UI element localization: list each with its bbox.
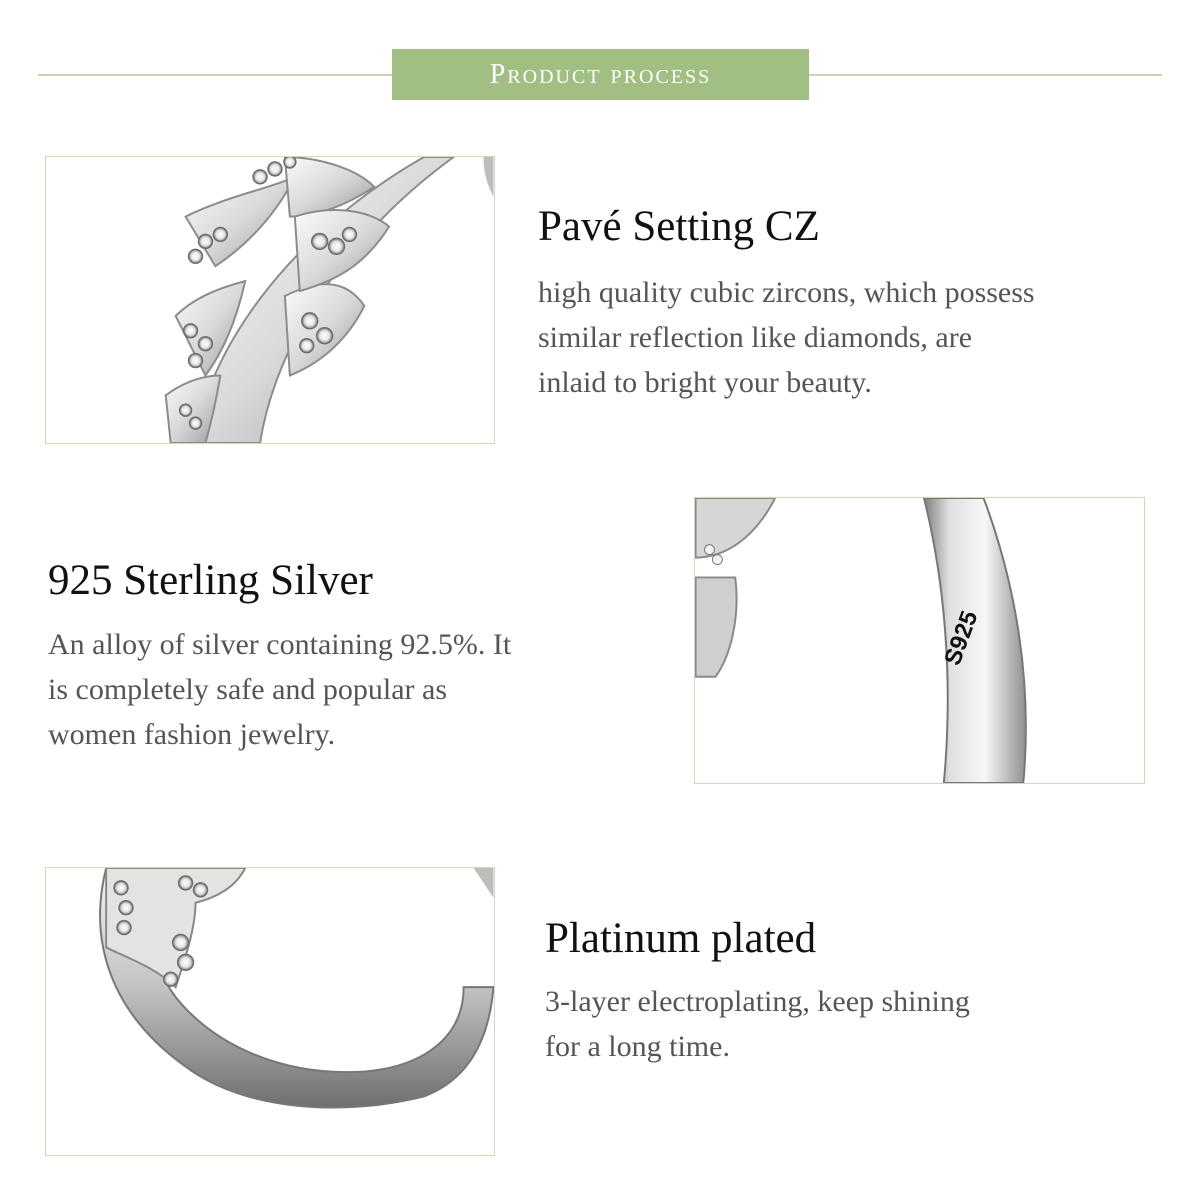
ring-shank-illustration bbox=[46, 868, 494, 1155]
plating-heading: Platinum plated bbox=[545, 915, 817, 962]
silver-description-line-2: is completely safe and popular as bbox=[48, 673, 448, 706]
banner-title: Product process bbox=[489, 58, 712, 90]
pave-description-line-2: similar reflection like diamonds, are bbox=[538, 321, 973, 354]
pave-heading: Pavé Setting CZ bbox=[538, 203, 820, 250]
ring-band-illustration bbox=[695, 498, 1144, 783]
pave-closeup-image bbox=[45, 156, 495, 444]
banner-rule-right bbox=[809, 74, 1162, 76]
stamp-closeup-image bbox=[694, 497, 1145, 784]
plating-closeup-image bbox=[45, 867, 495, 1156]
pave-description-line-1: high quality cubic zircons, which possess bbox=[538, 276, 1035, 309]
s925-stamp: S925 bbox=[938, 607, 984, 669]
banner-rule-left bbox=[38, 74, 392, 76]
pave-description-line-3: inlaid to bright your beauty. bbox=[538, 366, 872, 399]
silver-heading: 925 Sterling Silver bbox=[48, 557, 373, 604]
silver-description-line-3: women fashion jewelry. bbox=[48, 718, 336, 751]
feather-leaf-illustration bbox=[46, 157, 494, 443]
plating-description-line-1: 3-layer electroplating, keep shining bbox=[545, 985, 970, 1018]
section-banner bbox=[392, 49, 809, 100]
plating-description-line-2: for a long time. bbox=[545, 1030, 730, 1063]
silver-description-line-1: An alloy of silver containing 92.5%. It bbox=[48, 628, 512, 661]
